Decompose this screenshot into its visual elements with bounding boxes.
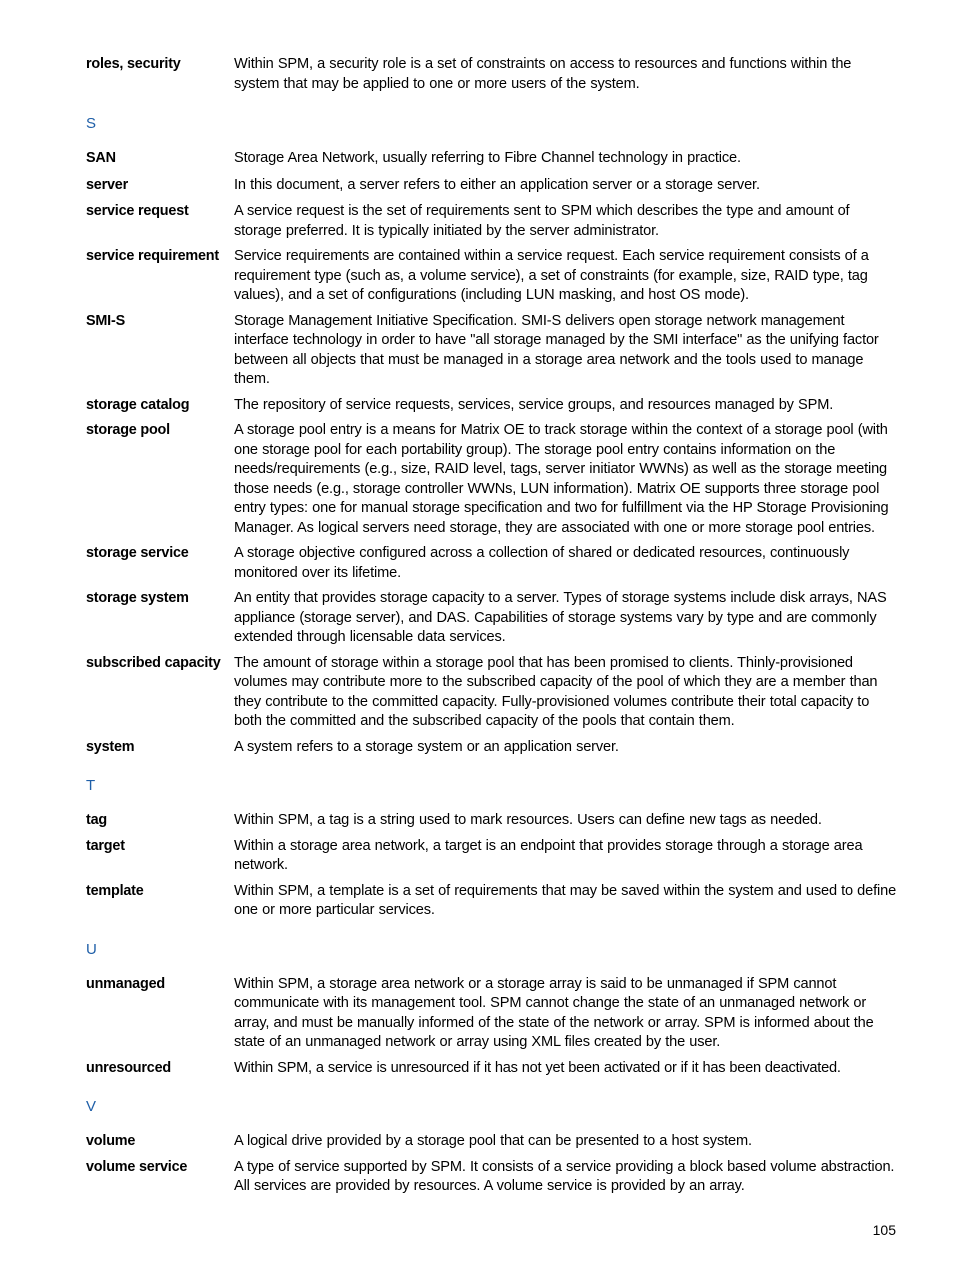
glossary-term: SAN xyxy=(86,150,116,166)
glossary-definition: A storage pool entry is a means for Matrix OE to track storage within the context of a storage pool (with one storage pool for each portability group). The storage pool entry contains information on the needs/requirements (e.g., size, RAID level, tags, server initiator WWNs) as well as the storage meeting those needs (e.g., storage controller WWNs, LUN information). Matrix OE supports three storage pool entry types: one for manual storage specification and two for fulfillment via the HP Storage Provisioning Manager. As logical servers need storage, they are associated with one or more storage pool entries. xyxy=(234,422,889,536)
glossary-entry xyxy=(86,396,898,416)
glossary-section-s xyxy=(86,114,898,757)
glossary-definition: Within SPM, a service is unresourced if it has not yet been activated or if it has been deactivated. xyxy=(234,1059,841,1076)
glossary-entry xyxy=(86,811,898,831)
glossary-term: storage service xyxy=(86,545,189,561)
glossary-entry xyxy=(86,1059,898,1079)
glossary-entry xyxy=(86,421,898,538)
glossary-term: tag xyxy=(86,812,107,828)
glossary-entry xyxy=(86,312,898,390)
glossary-definition: Within SPM, a tag is a string used to mark resources. Users can define new tags as needed. xyxy=(234,812,822,828)
glossary-entry xyxy=(86,882,898,921)
glossary-term: service request xyxy=(86,203,189,219)
glossary-entry xyxy=(86,55,898,94)
glossary-entry xyxy=(86,149,898,169)
glossary-section-t xyxy=(86,776,898,921)
glossary-section-u xyxy=(86,940,898,1079)
glossary-term: system xyxy=(86,738,135,755)
glossary-entry xyxy=(86,176,898,196)
glossary-definition: Storage Management Initiative Specification. SMI-S delivers open storage network management interface technology in order to have "all storage managed by the SMI interface" as the unifying factor between all objects that must be managed in a storage area network and the tools used to manage them. xyxy=(234,312,879,387)
glossary-term: volume service xyxy=(86,1158,188,1175)
glossary-term: SMI-S xyxy=(86,312,125,329)
glossary-definition: Within SPM, a security role is a set of constraints on access to resources and functions within the system that may be applied to one or more users of the system. xyxy=(234,56,852,92)
section-letter: U xyxy=(86,940,97,958)
glossary-entry xyxy=(86,247,898,306)
glossary-definition: In this document, a server refers to either an application server or a storage server. xyxy=(234,176,760,193)
glossary-term: service requirement xyxy=(86,248,219,264)
glossary-definition: A service request is the set of requirements sent to SPM which describes the type and amount of storage preferred. It is typically initiated by the server administrator. xyxy=(234,203,850,239)
glossary-page xyxy=(86,55,898,1197)
section-letter: V xyxy=(86,1098,97,1115)
glossary-entry xyxy=(86,544,898,583)
glossary-entry xyxy=(86,837,898,876)
glossary-entry xyxy=(86,654,898,732)
glossary-term: target xyxy=(86,837,125,854)
glossary-entry xyxy=(86,1158,898,1197)
page-number: 105 xyxy=(872,1222,896,1238)
glossary-definition: A type of service supported by SPM. It consists of a service providing a block based volume abstraction. All services are provided by resources. A volume service is provided by an array. xyxy=(234,1158,895,1194)
glossary-definition: A system refers to a storage system or an application server. xyxy=(234,738,619,755)
glossary-entry xyxy=(86,975,898,1053)
glossary-term: subscribed capacity xyxy=(86,654,221,671)
section-letter: T xyxy=(86,777,96,794)
glossary-term: storage system xyxy=(86,590,189,606)
glossary-term: server xyxy=(86,176,129,193)
glossary-definition: Service requirements are contained within a service request. Each service requirement consists of a requirement type (such as, a volume service), a set of constraints (for example, size, RAID type, tag values), and a set of configurations (including LUN masking, and host OS mode). xyxy=(234,248,869,303)
glossary-entry xyxy=(86,589,898,648)
glossary-term: template xyxy=(86,882,144,899)
glossary-definition: An entity that provides storage capacity to a server. Types of storage systems include disk arrays, NAS appliance (storage server), and DAS. Capabilities of storage systems vary by type and are commonly extended through licensable data services. xyxy=(234,590,887,645)
glossary-definition: The repository of service requests, services, service groups, and resources managed by SPM. xyxy=(234,396,834,413)
glossary-term: storage pool xyxy=(86,422,170,438)
glossary-definition: The amount of storage within a storage pool that has been promised to clients. Thinly-provisioned volumes may contribute more to the subscribed capacity of the pool of which they are a member than they contribute to the committed capacity. Fully-provisioned volumes contribute their total capacity to both the committed and the subscribed capacity of the pools that contain them. xyxy=(234,654,878,729)
glossary-section-v xyxy=(86,1097,898,1197)
glossary-definition: Within SPM, a storage area network or a storage array is said to be unmanaged if SPM cannot communicate with its management tool. SPM cannot change the state of an unmanaged network or array, and must be manually informed of the state of the network or array. SPM is informed about the state of an unmanaged network or array using XML files created by the user. xyxy=(234,975,874,1050)
glossary-term: unresourced xyxy=(86,1059,171,1076)
glossary-definition: A logical drive provided by a storage pool that can be presented to a host system. xyxy=(234,1133,752,1149)
glossary-entry xyxy=(86,1132,898,1152)
glossary-entry xyxy=(86,202,898,241)
glossary-section xyxy=(86,55,898,94)
glossary-definition: A storage objective configured across a collection of shared or dedicated resources, continuously monitored over its lifetime. xyxy=(234,545,850,581)
glossary-term: volume xyxy=(86,1133,136,1149)
glossary-entry xyxy=(86,738,898,758)
glossary-term: roles, security xyxy=(86,56,181,72)
glossary-term: storage catalog xyxy=(86,396,190,413)
glossary-term: unmanaged xyxy=(86,975,165,992)
glossary-definition: Storage Area Network, usually referring to Fibre Channel technology in practice. xyxy=(234,150,741,166)
section-letter: S xyxy=(86,115,97,132)
glossary-definition: Within SPM, a template is a set of requirements that may be saved within the system and used to define one or more particular services. xyxy=(234,882,897,918)
glossary-definition: Within a storage area network, a target is an endpoint that provides storage through a storage area network. xyxy=(234,837,863,873)
